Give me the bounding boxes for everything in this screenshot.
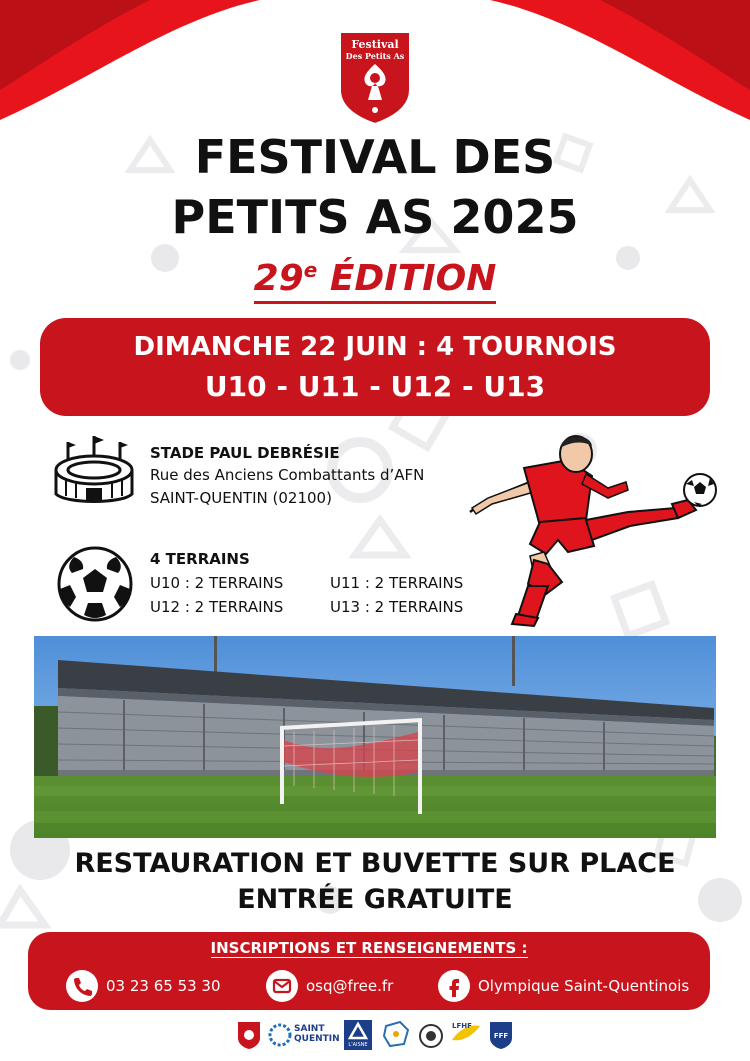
- edition-number: 29: [253, 258, 304, 299]
- field-u13: U13 : 2 TERRAINS: [330, 598, 464, 616]
- aisne-text: L'AISNE: [348, 1042, 368, 1048]
- edition-suffix: e: [303, 258, 318, 282]
- fff-text: FFF: [493, 1032, 509, 1040]
- field-u12: U12 : 2 TERRAINS: [150, 598, 284, 616]
- venue-name: STADE PAUL DEBRÉSIE: [150, 444, 340, 462]
- date-banner: [40, 318, 710, 416]
- lfhf-partner-logo: [450, 1020, 482, 1050]
- field-u11: U11 : 2 TERRAINS: [330, 574, 464, 592]
- contact-heading-text: INSCRIPTIONS ET RENSEIGNEMENTS :: [210, 939, 528, 957]
- stadium-icon: [52, 432, 136, 516]
- aisne-partner-logo: [344, 1020, 372, 1050]
- title-line-2: PETITS AS 2025: [171, 190, 579, 244]
- edition-text: ÉDITION: [317, 258, 497, 299]
- stadium-photo: [34, 636, 716, 838]
- district-partner-logo: [418, 1020, 444, 1050]
- contact-heading: [28, 939, 710, 957]
- soccer-player-illustration: [458, 434, 720, 630]
- lfhf-text: LFHF: [452, 1022, 472, 1030]
- fields-title: 4 TERRAINS: [150, 550, 250, 568]
- logo-line1: Festival: [351, 38, 399, 51]
- festival-logo: [336, 28, 414, 126]
- field-u10: U10 : 2 TERRAINS: [150, 574, 284, 592]
- saint-quentin-text: SAINT QUENTIN: [294, 1024, 340, 1044]
- email-icon: [266, 970, 298, 1002]
- osq-partner-logo: [236, 1020, 262, 1050]
- restauration-line: RESTAURATION ET BUVETTE SUR PLACE: [74, 848, 676, 879]
- contact-banner: [28, 932, 710, 1010]
- logo-line2: Des Petits As: [345, 51, 405, 61]
- facebook-icon: [438, 970, 470, 1002]
- venue-street: Rue des Anciens Combattants d’AFN: [150, 466, 425, 484]
- venue-city: SAINT-QUENTIN (02100): [150, 489, 332, 507]
- edition-label: [0, 258, 750, 299]
- facebook-page[interactable]: Olympique Saint-Quentinois: [478, 977, 690, 995]
- date-line: DIMANCHE 22 JUIN : 4 TOURNOIS: [133, 332, 617, 362]
- phone-icon: [66, 970, 98, 1002]
- saint-quentin-partner-logo: [268, 1022, 338, 1050]
- phone-number[interactable]: 03 23 65 53 30: [106, 977, 221, 995]
- hauts-de-france-partner-logo: [380, 1020, 412, 1050]
- title-line-1: FESTIVAL DES: [194, 130, 556, 184]
- categories-line: U10 - U11 - U12 - U13: [204, 370, 546, 403]
- entree-gratuite-line: ENTRÉE GRATUITE: [237, 884, 513, 915]
- fff-partner-logo: [488, 1020, 514, 1050]
- email-address[interactable]: osq@free.fr: [306, 977, 394, 995]
- soccer-ball-icon: [56, 545, 134, 623]
